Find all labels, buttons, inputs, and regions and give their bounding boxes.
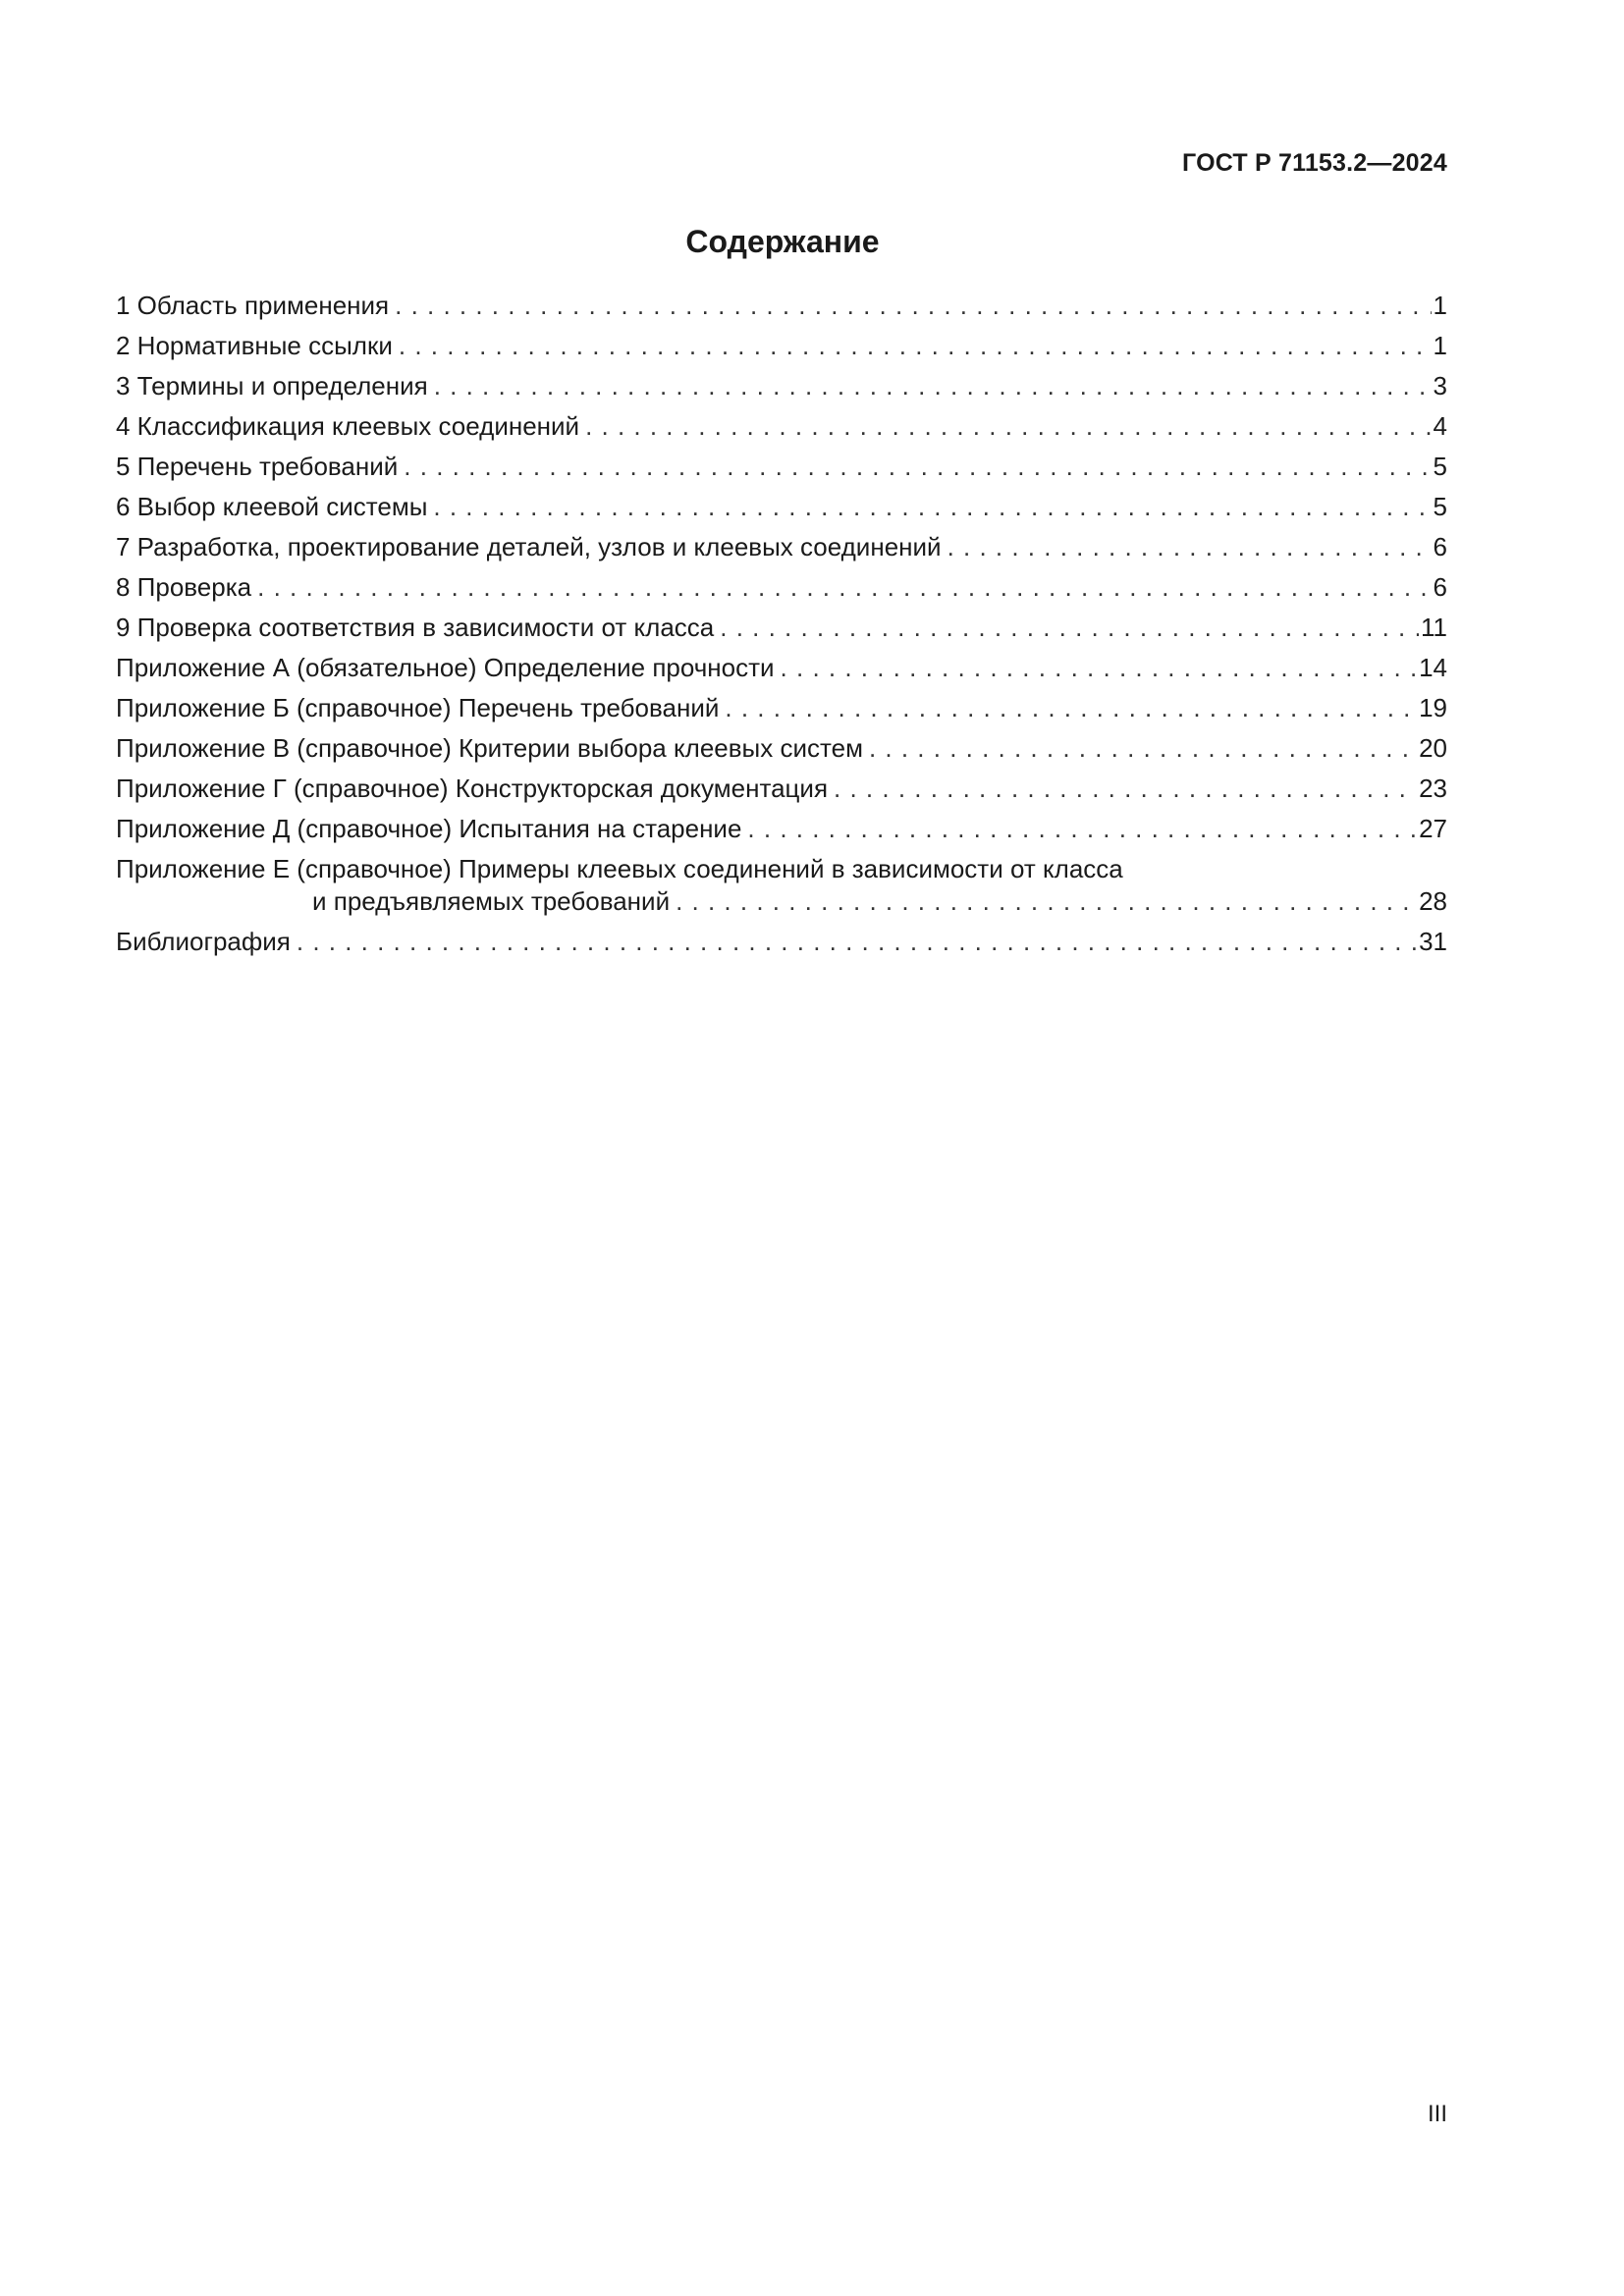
toc-entry[interactable]	[116, 648, 1447, 688]
table-of-contents	[116, 286, 1447, 962]
toc-entry-label-line2: и предъявляемых требований	[312, 886, 671, 916]
toc-entry-label: Приложение Д (справочное) Испытания на старение	[116, 814, 742, 843]
toc-entry-page: 1	[1433, 331, 1447, 360]
toc-entry-label: Приложение А (обязательное) Определение прочности	[116, 653, 775, 682]
toc-entry[interactable]	[116, 809, 1447, 849]
toc-entry[interactable]	[116, 608, 1447, 648]
toc-leader-dots	[399, 326, 1432, 366]
toc-entry-page: 14	[1419, 653, 1447, 682]
toc-entry-label: Приложение В (справочное) Критерии выбора клеевых систем	[116, 733, 863, 763]
page-number: III	[1427, 2101, 1447, 2127]
toc-entry-page: 4	[1433, 411, 1447, 441]
toc-entry[interactable]	[116, 447, 1447, 487]
toc-leader-dots	[257, 567, 1431, 608]
document-code: ГОСТ Р 71153.2—2024	[1182, 149, 1447, 177]
toc-entry-page: 19	[1419, 693, 1447, 722]
toc-leader-dots	[747, 809, 1417, 849]
toc-entry-page: 6	[1433, 532, 1447, 561]
toc-entry-page: 11	[1421, 613, 1447, 642]
toc-entry[interactable]	[116, 527, 1447, 567]
toc-leader-dots	[947, 527, 1432, 567]
toc-entry-page: 23	[1419, 774, 1447, 803]
toc-entry-label: 5 Перечень требований	[116, 452, 399, 481]
toc-entry[interactable]	[116, 326, 1447, 366]
toc-entry-page: 27	[1419, 814, 1447, 843]
toc-entry-label: 2 Нормативные ссылки	[116, 331, 393, 360]
toc-entry-appendix-e[interactable]	[116, 853, 1447, 918]
toc-entry-page: 31	[1419, 927, 1447, 956]
toc-entry-page: 20	[1419, 733, 1447, 763]
toc-entry-label-line1: Приложение Е (справочное) Примеры клеевых соединений в зависимости от класса	[116, 854, 1123, 883]
toc-entry-label: 4 Классификация клеевых соединений	[116, 411, 580, 441]
toc-leader-dots	[433, 487, 1431, 527]
toc-entry-label: 3 Термины и определения	[116, 371, 428, 400]
toc-leader-dots	[434, 366, 1432, 406]
toc-leader-dots	[585, 406, 1431, 447]
toc-leader-dots	[834, 769, 1417, 809]
toc-entry-page: 28	[1419, 886, 1447, 916]
toc-entry-bibliography[interactable]	[116, 922, 1447, 962]
toc-entry[interactable]	[116, 688, 1447, 728]
toc-entry[interactable]	[116, 366, 1447, 406]
toc-entry-page: 5	[1433, 452, 1447, 481]
toc-leader-dots	[781, 648, 1418, 688]
toc-entry[interactable]	[116, 487, 1447, 527]
toc-entry-label: 6 Выбор клеевой системы	[116, 492, 428, 521]
toc-entry-label: Приложение Б (справочное) Перечень требований	[116, 693, 720, 722]
toc-leader-dots	[395, 286, 1431, 326]
toc-entry-page: 1	[1433, 291, 1447, 320]
toc-leader-dots	[676, 885, 1419, 918]
toc-leader-dots	[720, 608, 1419, 648]
toc-title: Содержание	[685, 224, 880, 259]
toc-entry-label: 7 Разработка, проектирование деталей, узлов и клеевых соединений	[116, 532, 942, 561]
toc-entry[interactable]	[116, 286, 1447, 326]
toc-entry-page: 6	[1433, 572, 1447, 602]
toc-entry-page: 3	[1433, 371, 1447, 400]
toc-entry-label: 8 Проверка	[116, 572, 252, 602]
toc-entry-label: 9 Проверка соответствия в зависимости от класса	[116, 613, 715, 642]
toc-leader-dots	[404, 447, 1431, 487]
toc-entry-label: Приложение Г (справочное) Конструкторская документация	[116, 774, 829, 803]
toc-entry-page: 5	[1433, 492, 1447, 521]
toc-leader-dots	[869, 728, 1417, 769]
toc-leader-dots	[297, 922, 1417, 962]
toc-leader-dots	[725, 688, 1417, 728]
toc-entry[interactable]	[116, 567, 1447, 608]
toc-entry-label: Библиография	[116, 927, 291, 956]
toc-entry[interactable]	[116, 769, 1447, 809]
toc-entry-label: 1 Область применения	[116, 291, 390, 320]
toc-entry[interactable]	[116, 406, 1447, 447]
toc-entry[interactable]	[116, 728, 1447, 769]
